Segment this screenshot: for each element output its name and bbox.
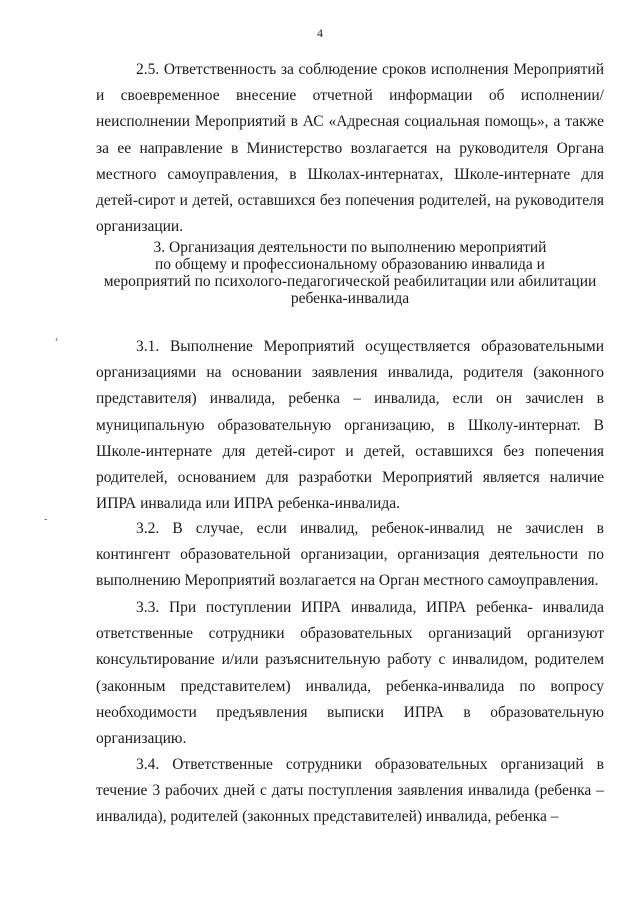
heading-line-3: мероприятий по психолого-педагогической реабилитации или абилитации — [103, 273, 597, 290]
paragraph-3-1: 3.1. Выполнение Мероприятий осуществляется образовательными организациями на основании заявления инвалида, родителя (законного представителя) инвалида, ребенка – инвалида, если он зачислен в муниципальную образовательную организацию, в Школу-интернат. В Школе-интернате для детей-сирот и детей, оставшихся без попечения родителей, основанием для разработки Мероприятий является наличие ИПРА инвалида или ИПРА ребенка-инвалида. — [96, 338, 604, 513]
paragraph-3-2: 3.2. В случае, если инвалид, ребенок-инвалид не зачислен в контингент образовательной организации, организация деятельности по выполнению Мероприятий возлагается на Орган местного самоуправления. — [96, 520, 604, 590]
scan-mark: ‹ — [55, 334, 59, 345]
section-3-4 — [96, 752, 604, 831]
paragraph-3-4: 3.4. Ответственные сотрудники образовательных организаций в течение 3 рабочих дней с даты поступления заявления инвалида (ребенка – инвалида), родителей (законных представителей) инвалида, ребенка – — [96, 756, 604, 826]
paragraph-2-5: 2.5. Ответственность за соблюдение сроков исполнения Мероприятий и своевременное внесение отчетной информации об исполнении/неисполнении Мероприятий в АС «Адресная социальная помощь», а также за ее направление в Министерство возлагается на руководителя Органа местного самоуправления, в Школах-интернатах, Школе-интернате для детей-сирот и детей, оставшихся без попечения родителей, на руководителя организации. — [96, 61, 604, 236]
section-3-heading — [96, 239, 604, 307]
heading-line-1: 3. Организация деятельности по выполнению мероприятий — [153, 239, 547, 256]
heading-line-4: ребенка-инвалида — [290, 290, 410, 307]
page-number: 4 — [317, 26, 323, 40]
section-2-5 — [96, 57, 604, 240]
section-3-2 — [96, 516, 604, 595]
heading-line-2: по общему и профессиональному образованию инвалида и — [155, 256, 545, 273]
section-3-1 — [96, 334, 604, 517]
section-3-3 — [96, 595, 604, 752]
paragraph-3-3: 3.3. При поступлении ИПРА инвалида, ИПРА ребенка- инвалида ответственные сотрудники образовательных организаций организуют консультирование и/или разъяснительную работу с инвалидом, родителем (законным представителем) инвалида, ребенка-инвалида по вопросу необходимости предъявления выписки ИПРА в образовательную организацию. — [96, 599, 604, 748]
scan-mark: - — [44, 514, 48, 525]
